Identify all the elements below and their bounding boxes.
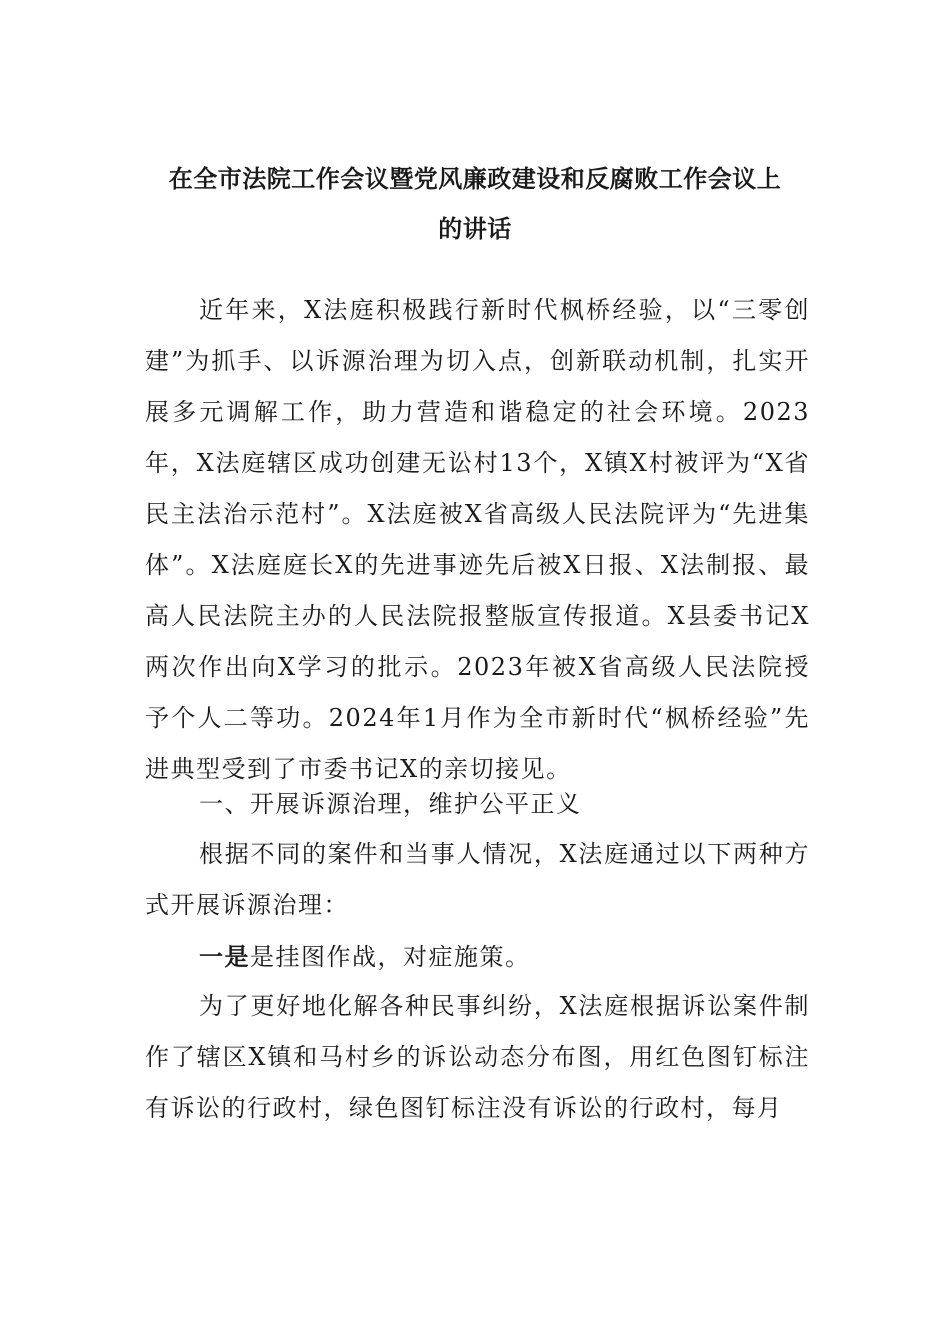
section-heading: 一、开展诉源治理，维护公平正义 xyxy=(199,790,582,818)
document-title-line-1: 在全市法院工作会议暨党风廉政建设和反腐败工作会议上 xyxy=(168,164,782,193)
document-title-line-2: 的讲话 xyxy=(438,214,512,243)
intro-paragraph: 近年来，X法庭积极践行新时代枫桥经验，以“三零创建”为抓手、以诉源治理为切入点，创新联动机制，扎实开展多元调解工作，助力营造和谐稳定的社会环境。2023年，X法庭辖区成功创建无讼村13个，X镇X村被评为“X省民主法治示范村”。X法庭被X省高级人民法院评为“先进集体”。X法庭庭长X的先进事迹先后被X日报、X法制报、最高人民法院主办的人民法院报整版宣传报道。X县委书记X两次作出向X学习的批示。2023年被X省高级人民法院授予个人二等功。2024年1月作为全市新时代“枫桥经验”先进典型受到了市委书记X的亲切接见。 xyxy=(145,296,810,783)
body-paragraph: 为了更好地化解各种民事纠纷，X法庭根据诉讼案件制作了辖区X镇和马村乡的诉讼动态分布图，用红色图钉标注有诉讼的行政村，绿色图钉标注没有诉讼的行政村，每月 xyxy=(145,992,810,1122)
section-intro-paragraph: 根据不同的案件和当事人情况，X法庭通过以下两种方式开展诉源治理： xyxy=(145,840,810,919)
point-one-paragraph xyxy=(145,931,810,983)
point-one-text: 是挂图作战，对症施策。 xyxy=(250,943,531,971)
point-one-lead: 一是 xyxy=(199,942,250,971)
